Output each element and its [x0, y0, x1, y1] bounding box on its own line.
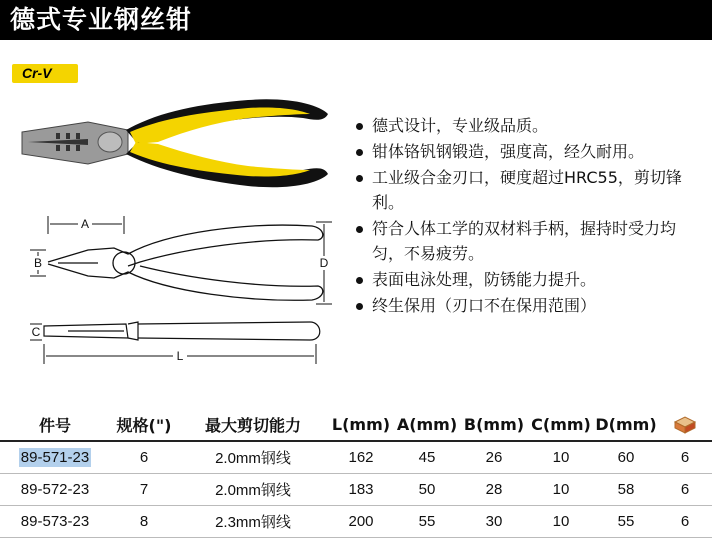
cell-cut-capacity: 2.0mm钢线 [178, 474, 328, 506]
feature-text: 德式设计，专业级品质。 [372, 116, 549, 135]
feature-text: 表面电泳处理，防锈能力提升。 [372, 270, 597, 289]
cell-cut-capacity: 2.0mm钢线 [178, 441, 328, 474]
cell-part-no[interactable]: 89-572-23 [0, 474, 110, 506]
cell-pack-qty: 6 [658, 506, 712, 538]
dimension-drawing [28, 214, 334, 376]
feature-item [352, 267, 704, 292]
bullet-icon [356, 123, 363, 130]
col-header-c: C(mm) [528, 408, 594, 441]
col-header-pack-qty [658, 408, 712, 441]
feature-item [352, 113, 704, 138]
bullet-icon [356, 277, 363, 284]
cell-size: 6 [110, 441, 178, 474]
cell-part-no[interactable] [0, 441, 110, 474]
page-title: 德式专业钢丝钳 [10, 5, 193, 34]
cell-a: 50 [394, 474, 460, 506]
cell-size: 7 [110, 474, 178, 506]
spec-table [0, 408, 712, 538]
feature-item [352, 216, 704, 266]
dimension-label-bg [29, 217, 331, 363]
dim-label-d: D [319, 256, 329, 270]
dim-label-a: A [80, 217, 90, 231]
col-header-size: 规格(") [110, 408, 178, 441]
side-view-outline [48, 225, 323, 300]
col-header-cut-capacity: 最大剪切能力 [178, 408, 328, 441]
cell-c: 10 [528, 441, 594, 474]
cell-size: 8 [110, 506, 178, 538]
feature-text: 终生保用（刃口不在保用范围） [372, 296, 597, 315]
col-header-part-no: 件号 [0, 408, 110, 441]
feature-item [352, 293, 704, 318]
cell-l: 183 [328, 474, 394, 506]
cell-b: 28 [460, 474, 528, 506]
cell-c: 10 [528, 506, 594, 538]
col-header-d: D(mm) [594, 408, 658, 441]
cell-a: 55 [394, 506, 460, 538]
pliers-jaw [22, 122, 128, 164]
cell-b: 26 [460, 441, 528, 474]
title-bar [0, 0, 712, 40]
table-header-row [0, 408, 712, 441]
selected-text[interactable]: 89-571-23 [20, 449, 90, 466]
material-badge-label: Cr-V [22, 65, 52, 81]
bullet-icon [356, 303, 363, 310]
col-header-b: B(mm) [460, 408, 528, 441]
table-row [0, 506, 712, 538]
feature-item [352, 139, 704, 164]
dim-label-c: C [31, 325, 41, 339]
table-row [0, 441, 712, 474]
cell-d: 58 [594, 474, 658, 506]
cell-a: 45 [394, 441, 460, 474]
material-badge [12, 64, 78, 83]
cell-cut-capacity: 2.3mm钢线 [178, 506, 328, 538]
cell-d: 60 [594, 441, 658, 474]
pliers-handles [126, 99, 328, 187]
table-row [0, 474, 712, 506]
feature-text: 工业级合金刃口，硬度超过HRC55，剪切锋利。 [372, 168, 682, 212]
package-box-icon [673, 414, 697, 434]
cell-b: 30 [460, 506, 528, 538]
cell-l: 162 [328, 441, 394, 474]
cell-d: 55 [594, 506, 658, 538]
feature-text: 符合人体工学的双材料手柄，握持时受力均匀，不易疲劳。 [372, 219, 677, 263]
bullet-icon [356, 226, 363, 233]
feature-text: 钳体铬钒钢锻造，强度高，经久耐用。 [372, 142, 645, 161]
feature-list [352, 113, 704, 319]
dimension-lines [30, 216, 332, 364]
feature-item [352, 165, 704, 215]
pliers-photo [18, 92, 334, 200]
bullet-icon [356, 149, 363, 156]
cell-pack-qty: 6 [658, 441, 712, 474]
cell-c: 10 [528, 474, 594, 506]
col-header-a: A(mm) [394, 408, 460, 441]
cell-l: 200 [328, 506, 394, 538]
dim-label-b: B [33, 256, 43, 270]
dim-label-l: L [176, 349, 184, 363]
top-view-outline [44, 322, 320, 340]
col-header-l: L(mm) [328, 408, 394, 441]
cell-part-no[interactable]: 89-573-23 [0, 506, 110, 538]
cell-pack-qty: 6 [658, 474, 712, 506]
bullet-icon [356, 175, 363, 182]
